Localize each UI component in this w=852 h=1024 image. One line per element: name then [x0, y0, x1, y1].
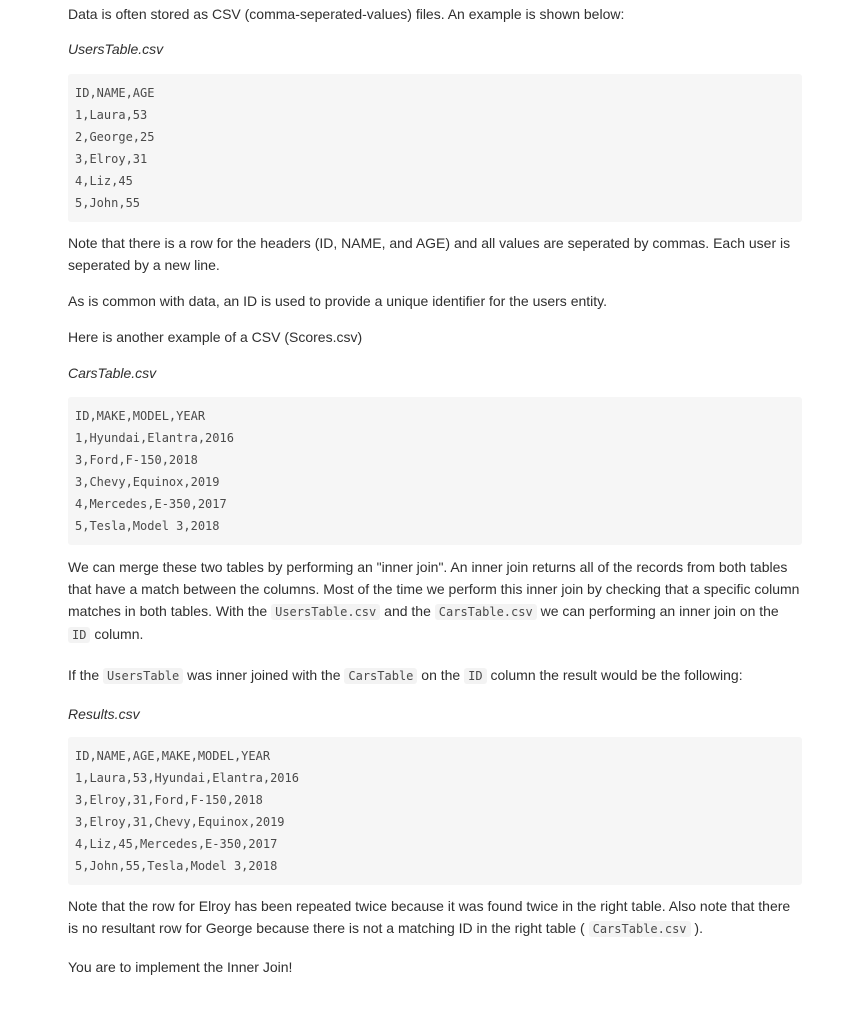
code-line: 3,Elroy,31,Chevy,Equinox,2019	[75, 815, 285, 829]
code-line: ID,MAKE,MODEL,YEAR	[75, 409, 206, 423]
merge-text-4: column.	[94, 626, 144, 642]
inline-code-cars-table: CarsTable.csv	[589, 921, 691, 937]
intro-text: Data is often stored as CSV (comma-seperated-values) files. An example is shown below:	[68, 6, 625, 22]
inline-code-cars-table: CarsTable	[344, 668, 417, 684]
result-intro	[68, 664, 743, 687]
inline-code-id: ID	[464, 668, 486, 684]
results-code-block	[68, 737, 802, 885]
result-text-2: was inner joined with the	[187, 667, 341, 683]
result-text-1: If the	[68, 667, 100, 683]
final-text-1: Note that the row for Elroy has been repeated twice because it was found twice in the right table. Also note that there is no resultant row for George because there is not a matching ID in the right table (	[68, 898, 791, 936]
final-text-2: ).	[694, 920, 703, 936]
inline-code-users-table: UsersTable.csv	[271, 604, 380, 620]
code-line: 4,Mercedes,E-350,2017	[75, 497, 227, 511]
code-line: 4,Liz,45,Mercedes,E-350,2017	[75, 837, 278, 851]
code-line: 5,Tesla,Model 3,2018	[75, 519, 220, 533]
code-line: 3,Elroy,31,Ford,F-150,2018	[75, 793, 263, 807]
results-filename: Results.csv	[68, 706, 140, 722]
inline-code-id: ID	[68, 627, 90, 643]
code-line: 1,Laura,53,Hyundai,Elantra,2016	[75, 771, 299, 785]
closing-text: You are to implement the Inner Join!	[68, 959, 293, 975]
code-line: 2,George,25	[75, 130, 155, 144]
merge-text-1: We can merge these two tables by performing an "inner join". An inner join returns all of the records from both tables that have a match between the columns. Most of the time we perform this inner join by checking that a specific column matches in both tables. With the	[68, 559, 800, 619]
result-text-3: on the	[421, 667, 461, 683]
id-note: As is common with data, an ID is used to provide a unique identifier for the users entity.	[68, 293, 608, 309]
cars-filename: CarsTable.csv	[68, 365, 157, 381]
code-line: 1,Hyundai,Elantra,2016	[75, 431, 234, 445]
merge-text-3: we can performing an inner join on the	[540, 603, 779, 619]
merge-paragraph	[68, 556, 800, 646]
code-line: 3,Elroy,31	[75, 152, 148, 166]
code-line: 5,John,55,Tesla,Model 3,2018	[75, 859, 278, 873]
code-line: 3,Ford,F-150,2018	[75, 453, 198, 467]
code-line: 3,Chevy,Equinox,2019	[75, 475, 220, 489]
cars-code-block	[68, 397, 802, 545]
code-line: ID,NAME,AGE,MAKE,MODEL,YEAR	[75, 749, 271, 763]
code-line: 1,Laura,53	[75, 108, 148, 122]
result-text-4: column the result would be the following:	[490, 667, 743, 683]
code-line: 5,John,55	[75, 196, 141, 210]
another-example-text: Here is another example of a CSV (Scores.csv)	[68, 329, 363, 345]
users-code-block	[68, 74, 802, 222]
code-line: 4,Liz,45	[75, 174, 133, 188]
merge-text-2: and the	[384, 603, 431, 619]
users-filename: UsersTable.csv	[68, 41, 164, 57]
headers-note: Note that there is a row for the headers (ID, NAME, and AGE) and all values are seperated by commas. Each user is seperated by a new line.	[68, 235, 791, 273]
code-line: ID,NAME,AGE	[75, 86, 155, 100]
inline-code-cars-table: CarsTable.csv	[435, 604, 537, 620]
inline-code-users-table: UsersTable	[103, 668, 183, 684]
final-note	[68, 895, 800, 940]
